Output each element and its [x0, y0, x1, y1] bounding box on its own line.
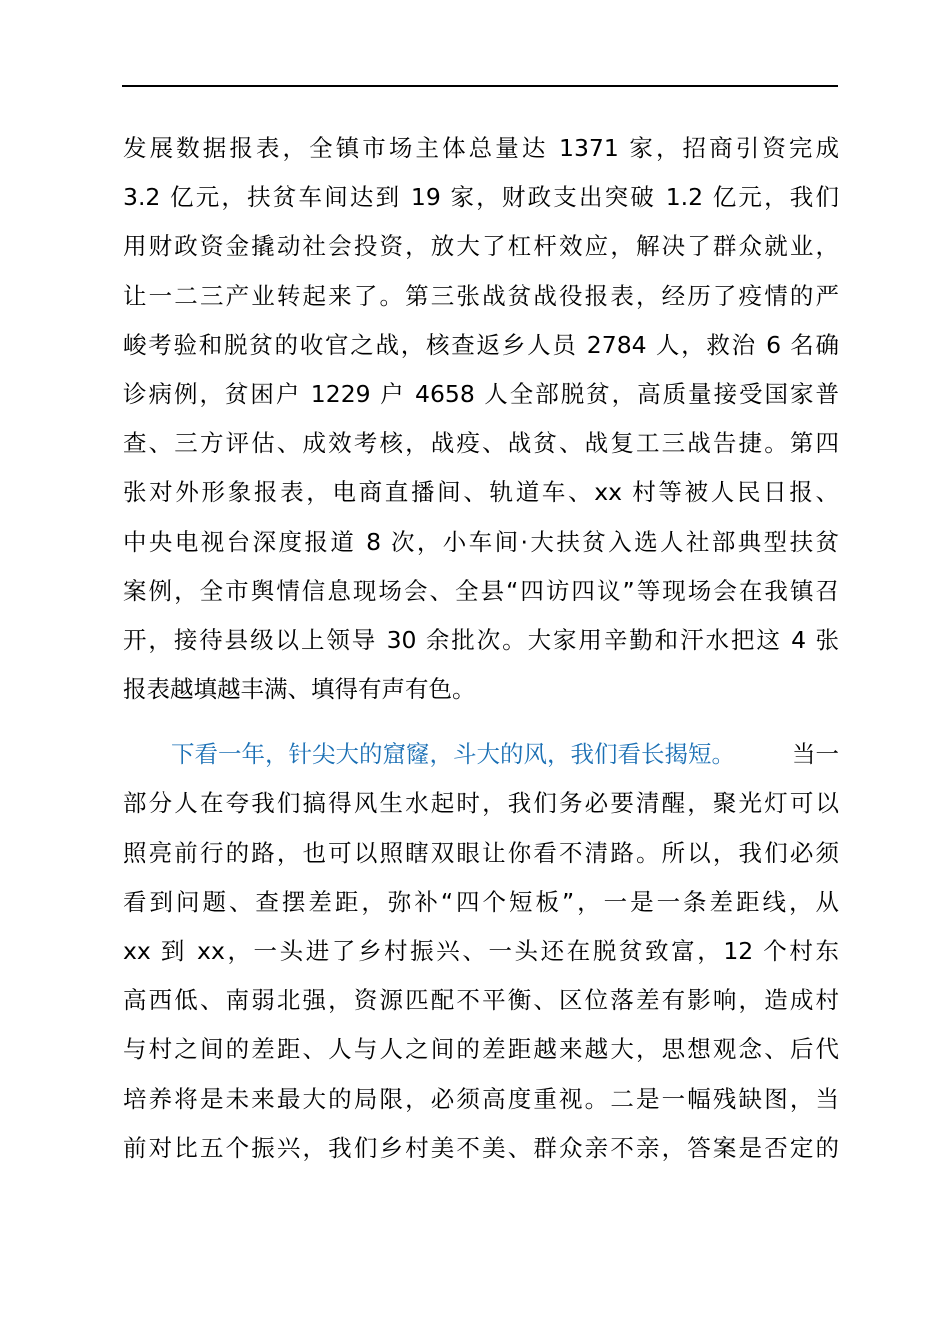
text-line: 查、三方评估、成效考核，战疫、战贫、战复工三战告捷。第四 [123, 429, 839, 458]
text-line: 张对外形象报表，电商直播间、轨道车、xx 村等被人民日报、 [123, 478, 839, 507]
paragraph-first-line [123, 730, 839, 779]
text-line: 峻考验和脱贫的收官之战，核查返乡人员 2784 人，救治 6 名确 [123, 330, 839, 359]
text-line: 培养将是未来最大的局限，必须高度重视。二是一幅残缺图，当 [123, 1084, 839, 1113]
paragraph-shortcomings [123, 730, 839, 1173]
text-line: 高西低、南弱北强，资源匹配不平衡、区位落差有影响，造成村 [123, 986, 839, 1015]
text-line: 照亮前行的路，也可以照瞎双眼让你看不清路。所以，我们必须 [123, 838, 839, 867]
text-line: 3.2 亿元，扶贫车间达到 19 家，财政支出突破 1.2 亿元，我们 [123, 183, 839, 212]
text-line: 前对比五个振兴，我们乡村美不美、群众亲不亲，答案是否定的 [123, 1133, 839, 1162]
paragraph-spacer [123, 714, 839, 730]
text-line: 用财政资金撬动社会投资，放大了杠杆效应，解决了群众就业， [123, 232, 839, 261]
heading-tail-text: 当一 [792, 740, 839, 769]
text-line: 开，接待县级以上领导 30 余批次。大家用辛勤和汗水把这 4 张 [123, 625, 839, 654]
header-rule [122, 85, 838, 87]
text-line: 让一二三产业转起来了。第三张战贫战役报表，经历了疫情的严 [123, 281, 839, 310]
paragraph-report-summary [123, 124, 839, 714]
text-line: 案例，全市舆情信息现场会、全县“四访四议”等现场会在我镇召 [123, 576, 839, 605]
text-line: 看到问题、查摆差距，弥补“四个短板”，一是一条差距线，从 [123, 887, 839, 916]
text-line: 报表越填越丰满、填得有声有色。 [123, 675, 476, 704]
text-line: 诊病例，贫困户 1229 户 4658 人全部脱贫，高质量接受国家普 [123, 379, 839, 408]
section-heading: 下看一年，针尖大的窟窿，斗大的风，我们看长揭短。 [171, 740, 735, 769]
text-line: 与村之间的差距、人与人之间的差距越来越大，思想观念、后代 [123, 1035, 839, 1064]
text-line: xx 到 xx，一头进了乡村振兴、一头还在脱贫致富，12 个村东 [123, 937, 839, 965]
text-line: 中央电视台深度报道 8 次，小车间·大扶贫入选人社部典型扶贫 [123, 527, 839, 556]
text-line: 发展数据报表，全镇市场主体总量达 1371 家，招商引资完成 [123, 134, 839, 162]
text-line: 部分人在夸我们搞得风生水起时，我们务必要清醒，聚光灯可以 [123, 789, 839, 818]
document-body [123, 124, 839, 1173]
